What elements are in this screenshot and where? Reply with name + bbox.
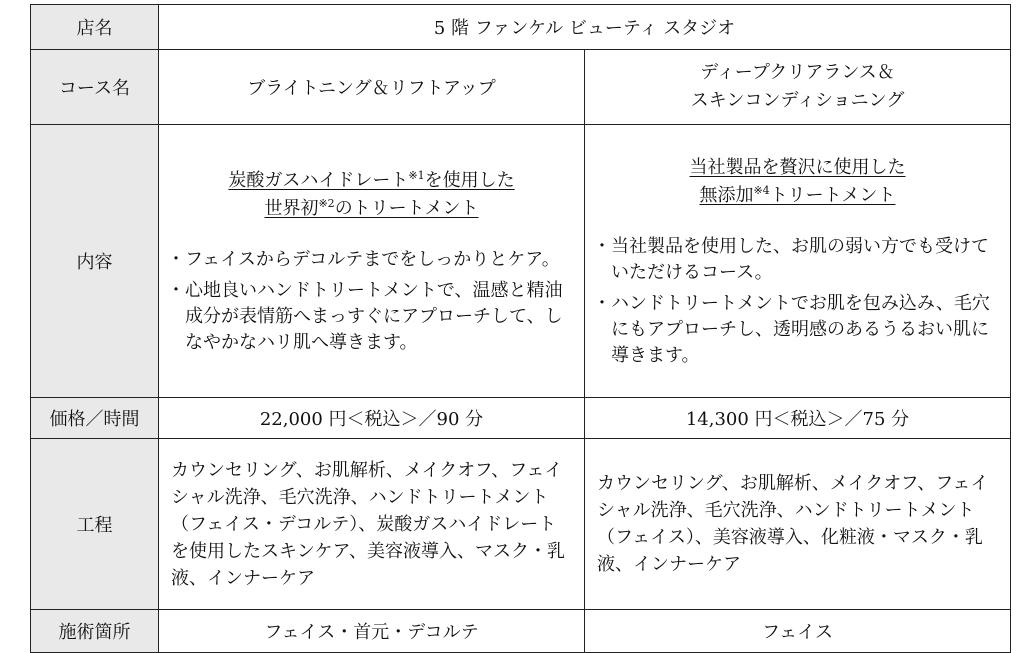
process-row: [31, 439, 1011, 610]
content-label: 内容: [31, 125, 159, 398]
course-comparison-table: [30, 4, 1011, 653]
process-deep-clearance-text: カウンセリング、お肌解析、メイクオフ、フェイシャル洗浄、毛穴洗浄、ハンドトリートメント（フェイス）、美容液導入、化粧液・マスク・乳液、インナーケア: [597, 473, 989, 575]
footnote-mark: ※2: [318, 196, 335, 210]
price-deep-clearance: 14,300 円＜税込＞／75 分: [585, 398, 1011, 439]
content-brightening: [159, 125, 585, 398]
content-brightening-headline-line1: [171, 167, 572, 195]
content-deep-clearance-headline-line1: 当社製品を贅沢に使用した: [689, 156, 906, 178]
headline-text: を使用した: [424, 169, 515, 191]
course-name-deep-clearance-line2: スキンコンディショニング: [690, 90, 905, 111]
area-deep-clearance: フェイス: [585, 610, 1011, 653]
price-label: 価格／時間: [31, 398, 159, 439]
course-name-deep-clearance: [585, 50, 1011, 125]
course-row: [31, 50, 1011, 125]
process-brightening: [159, 439, 585, 610]
list-item: ・ 当社製品を使用した、お肌の弱い方でも受けていただけるコース。: [597, 234, 998, 286]
list-item: ・ 心地良いハンドトリートメントで、温感と精油成分が表情筋へまっすぐにアプローチして、しなやかなハリ肌へ導きます。: [171, 278, 572, 356]
store-row: [31, 5, 1011, 50]
area-row: [31, 610, 1011, 653]
headline-text: 無添加: [699, 184, 754, 206]
course-label: コース名: [31, 50, 159, 125]
area-brightening: フェイス・首元・デコルテ: [159, 610, 585, 653]
area-label: 施術箇所: [31, 610, 159, 653]
footnote-mark: ※4: [753, 183, 770, 197]
headline-text: 炭酸ガスハイドレート: [228, 169, 409, 191]
store-name: 5 階 ファンケル ビューティ スタジオ: [159, 5, 1011, 50]
course-name-deep-clearance-line1: ディープクリアランス＆: [700, 62, 895, 83]
course-name-brightening: ブライトニング＆リフトアップ: [159, 50, 585, 125]
content-deep-clearance-headline: [597, 154, 998, 210]
list-item: ・ ハンドトリートメントでお肌を包み込み、毛穴にもアプローチし、透明感のあるうるおい肌に導きます。: [597, 291, 998, 369]
content-brightening-bullets: [171, 247, 572, 356]
course-comparison-table-wrapper: [30, 4, 1010, 653]
price-brightening: 22,000 円＜税込＞／90 分: [159, 398, 585, 439]
footnote-mark: ※1: [408, 168, 425, 182]
content-deep-clearance: [585, 125, 1011, 398]
headline-text: トリートメント: [769, 184, 896, 206]
headline-text: のトリートメント: [334, 197, 479, 219]
list-item: ・ フェイスからデコルテまでをしっかりとケア。: [171, 247, 572, 273]
content-row: [31, 125, 1011, 398]
store-label: 店名: [31, 5, 159, 50]
price-row: [31, 398, 1011, 439]
content-deep-clearance-headline-line2: [597, 182, 998, 210]
process-deep-clearance: [585, 439, 1011, 610]
process-brightening-text: カウンセリング、お肌解析、メイクオフ、フェイシャル洗浄、毛穴洗浄、ハンドトリートメント（フェイス・デコルテ）、炭酸ガスハイドレートを使用したスキンケア、美容液導入、マスク・乳液、インナーケア: [171, 459, 566, 589]
content-brightening-headline-line2: [171, 195, 572, 223]
content-brightening-headline: [171, 167, 572, 223]
content-deep-clearance-bullets: [597, 234, 998, 369]
headline-text: 世界初: [264, 197, 319, 219]
process-label: 工程: [31, 439, 159, 610]
